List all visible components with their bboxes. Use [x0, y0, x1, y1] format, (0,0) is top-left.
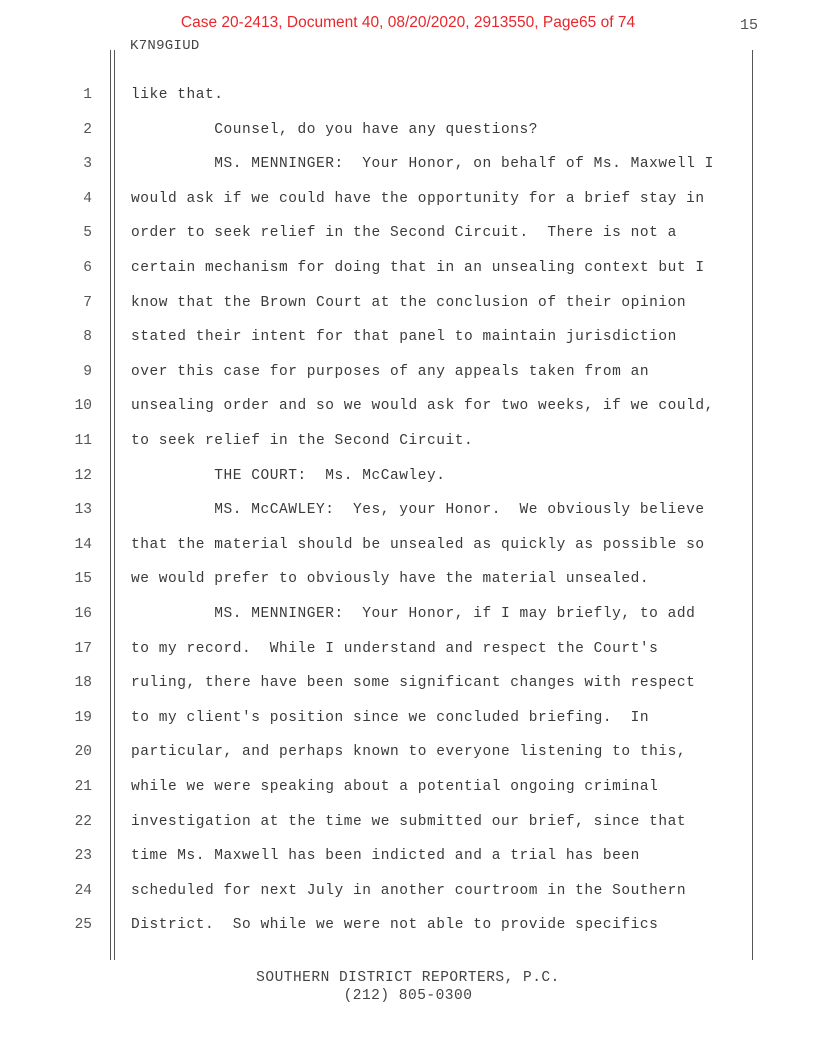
line-number: 9: [83, 364, 92, 380]
line-number: 11: [74, 433, 92, 449]
line-number: 23: [74, 848, 92, 864]
transcript-line: to my client's position since we concluded briefing. In: [131, 710, 650, 726]
line-number: 18: [74, 675, 92, 691]
line-number: 17: [74, 641, 92, 657]
line-number: 22: [74, 814, 92, 830]
document-stamp: Case 20-2413, Document 40, 08/20/2020, 2913550, Page65 of 74: [180, 14, 636, 31]
transcript-line: stated their intent for that panel to maintain jurisdiction: [131, 329, 677, 345]
line-number: 1: [83, 87, 92, 103]
case-code: K7N9GIUD: [130, 38, 200, 54]
transcript-line: ruling, there have been some significant changes with respect: [131, 675, 696, 691]
line-number: 4: [83, 191, 92, 207]
margin-rule-right: [752, 50, 753, 960]
line-number: 14: [74, 537, 92, 553]
transcript-line: we would prefer to obviously have the material unsealed.: [131, 571, 650, 587]
transcript-line: scheduled for next July in another courtroom in the Southern: [131, 883, 687, 899]
line-number: 12: [74, 468, 92, 484]
transcript-line: order to seek relief in the Second Circuit. There is not a: [131, 225, 677, 241]
line-number: 16: [74, 606, 92, 622]
footer-reporter: SOUTHERN DISTRICT REPORTERS, P.C.: [256, 970, 560, 986]
line-number: 20: [74, 744, 92, 760]
line-number: 5: [83, 225, 92, 241]
transcript-line: Counsel, do you have any questions?: [131, 122, 539, 138]
transcript-line: time Ms. Maxwell has been indicted and a trial has been: [131, 848, 640, 864]
page-number: 15: [739, 17, 758, 34]
line-number: 8: [83, 329, 92, 345]
transcript-line: that the material should be unsealed as quickly as possible so: [131, 537, 705, 553]
margin-rule-left-inner: [114, 50, 115, 960]
transcript-line: to seek relief in the Second Circuit.: [131, 433, 474, 449]
transcript-line: investigation at the time we submitted our brief, since that: [131, 814, 687, 830]
line-number: 10: [74, 398, 92, 414]
transcript-line: know that the Brown Court at the conclusion of their opinion: [131, 295, 687, 311]
transcript-line: would ask if we could have the opportunity for a brief stay in: [131, 191, 705, 207]
transcript-line: unsealing order and so we would ask for two weeks, if we could,: [131, 398, 714, 414]
line-number: 21: [74, 779, 92, 795]
transcript-line: MS. MENNINGER: Your Honor, on behalf of Ms. Maxwell I: [131, 156, 714, 172]
transcript-line: MS. MENNINGER: Your Honor, if I may briefly, to add: [131, 606, 696, 622]
footer-phone: (212) 805-0300: [343, 988, 473, 1004]
line-number: 19: [74, 710, 92, 726]
line-number: 7: [83, 295, 92, 311]
transcript-line: District. So while we were not able to provide specifics: [131, 917, 659, 933]
transcript-line: over this case for purposes of any appeals taken from an: [131, 364, 650, 380]
transcript-line: while we were speaking about a potential ongoing criminal: [131, 779, 659, 795]
transcript-line: particular, and perhaps known to everyone listening to this,: [131, 744, 687, 760]
transcript-line: MS. McCAWLEY: Yes, your Honor. We obviously believe: [131, 502, 705, 518]
transcript-line: to my record. While I understand and respect the Court's: [131, 641, 659, 657]
line-number: 15: [74, 571, 92, 587]
line-number: 6: [83, 260, 92, 276]
transcript-line: certain mechanism for doing that in an unsealing context but I: [131, 260, 705, 276]
line-number: 25: [74, 917, 92, 933]
line-number: 24: [74, 883, 92, 899]
transcript-line: like that.: [131, 87, 224, 103]
margin-rule-left-outer: [110, 50, 111, 960]
line-number: 2: [83, 122, 92, 138]
transcript-line: THE COURT: Ms. McCawley.: [131, 468, 446, 484]
line-number: 13: [74, 502, 92, 518]
line-number: 3: [83, 156, 92, 172]
